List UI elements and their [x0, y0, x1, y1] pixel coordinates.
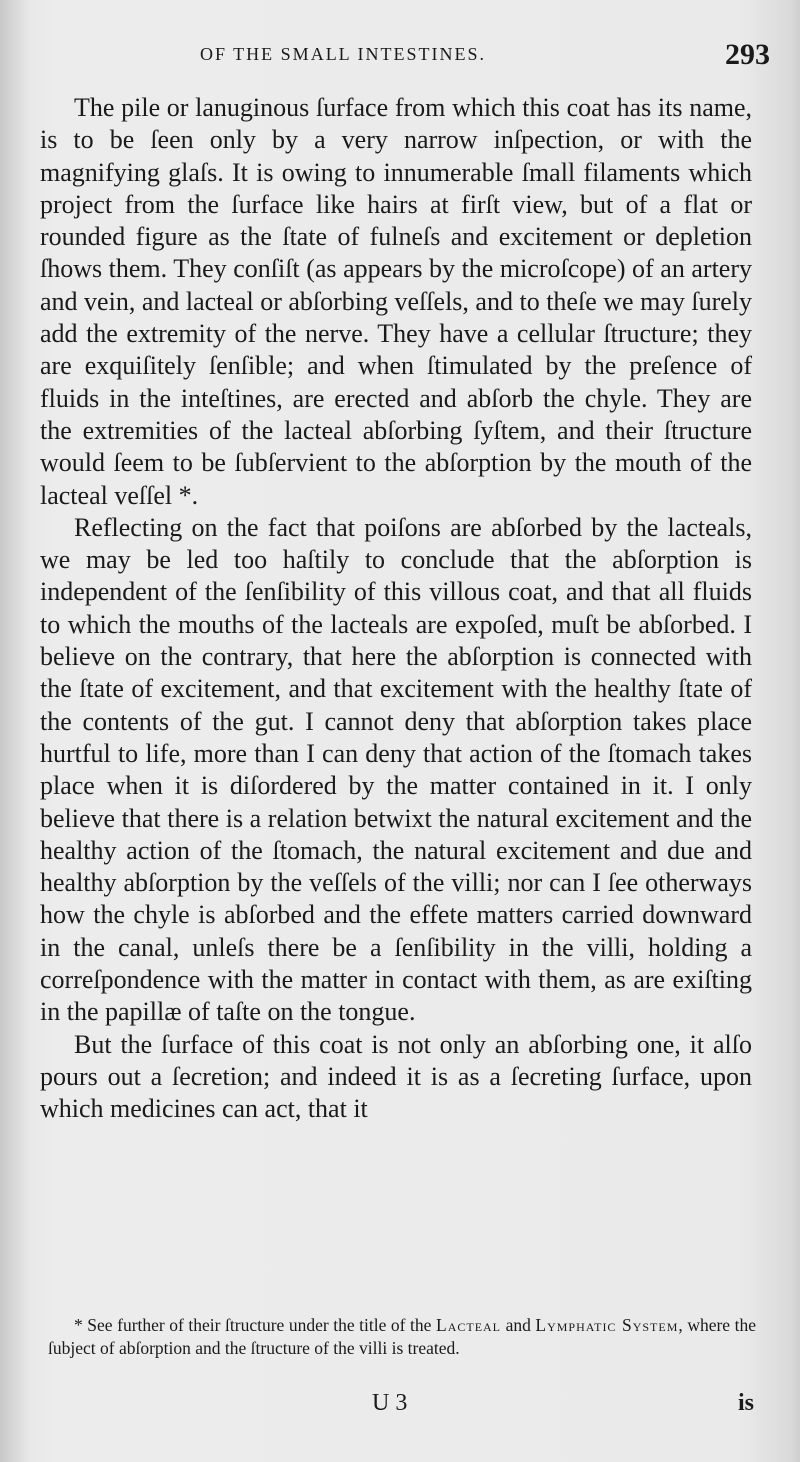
signature-mark: U 3 — [372, 1390, 408, 1416]
paragraph: Reflecting on the fact that poiſons are abſorbed by the lacteals, we may be led too haſtily to conclude that the abſorption is independent of the ſenſibility of this villous coat, and that all fluids to which the mouths of the lacteals are expoſed, muſt be abſorbed. I believe on the contrary, that here the abſorption is connected with the ſtate of excitement, and that excitement with the healthy ſtate of the contents of the gut. I cannot deny that abſorption takes place hurtful to life, more than I can deny that action of the ſtomach takes place when it is diſordered by the matter contained in it. I only believe that there is a relation betwixt the natural excitement and the healthy action of the ſtomach, the natural excitement and due and healthy abſorption by the veſſels of the villi; nor can I ſee otherways how the chyle is abſorbed and the effete matters carried downward in the canal, unleſs there be a ſenſibility in the villi, holding a correſpondence with the matter in contact with them, as are exiſting in the papillæ of taſte on the tongue. — [40, 512, 752, 1027]
paragraph: The pile or lanuginous ſurface from which this coat has its name, is to be ſeen only by a very narrow inſpection, or with the magnifying glaſs. It is owing to innumerable ſmall filaments which project from the ſurface like hairs at firſt view, but of a flat or rounded figure as the ſtate of fulneſs and excitement or depletion ſhows them. They conſiſt (as appears by the microſcope) of an artery and vein, and lacteal or abſorbing veſſels, and to theſe we may ſurely add the extremity of the nerve. They have a cellular ſtructure; they are exquiſitely ſenſible; and when ſtimulated by the preſence of fluids in the inteſtines, are erected and abſorb the chyle. They are the extremities of the lacteal abſorbing ſyſtem, and their ſtructure would ſeem to be ſubſervient to the abſorption by the mouth of the lacteal veſſel *. — [40, 93, 752, 510]
page-footer — [0, 1390, 800, 1430]
body-text — [40, 92, 752, 1126]
footnote-text: * See further of their ſtructure under the title of the — [74, 1315, 436, 1335]
footnote-term: Lacteal — [436, 1315, 502, 1335]
footnote-term: Lymphatic System — [535, 1315, 679, 1335]
running-head: OF THE SMALL INTESTINES. — [200, 44, 486, 64]
footnote-text: , where the ſubject of abſorption and the ſtructure of the villi is treated. — [48, 1315, 756, 1358]
paragraph: But the ſurface of this coat is not only an abſorbing one, it alſo pours out a ſecretion; and indeed it is as a ſecreting ſurface, upon which medicines can act, that it — [40, 1029, 752, 1124]
footnote — [48, 1314, 756, 1360]
footnote-text: and — [501, 1315, 536, 1335]
page-header — [60, 38, 780, 78]
page-number: 293 — [725, 38, 770, 71]
catchword: is — [738, 1390, 755, 1416]
